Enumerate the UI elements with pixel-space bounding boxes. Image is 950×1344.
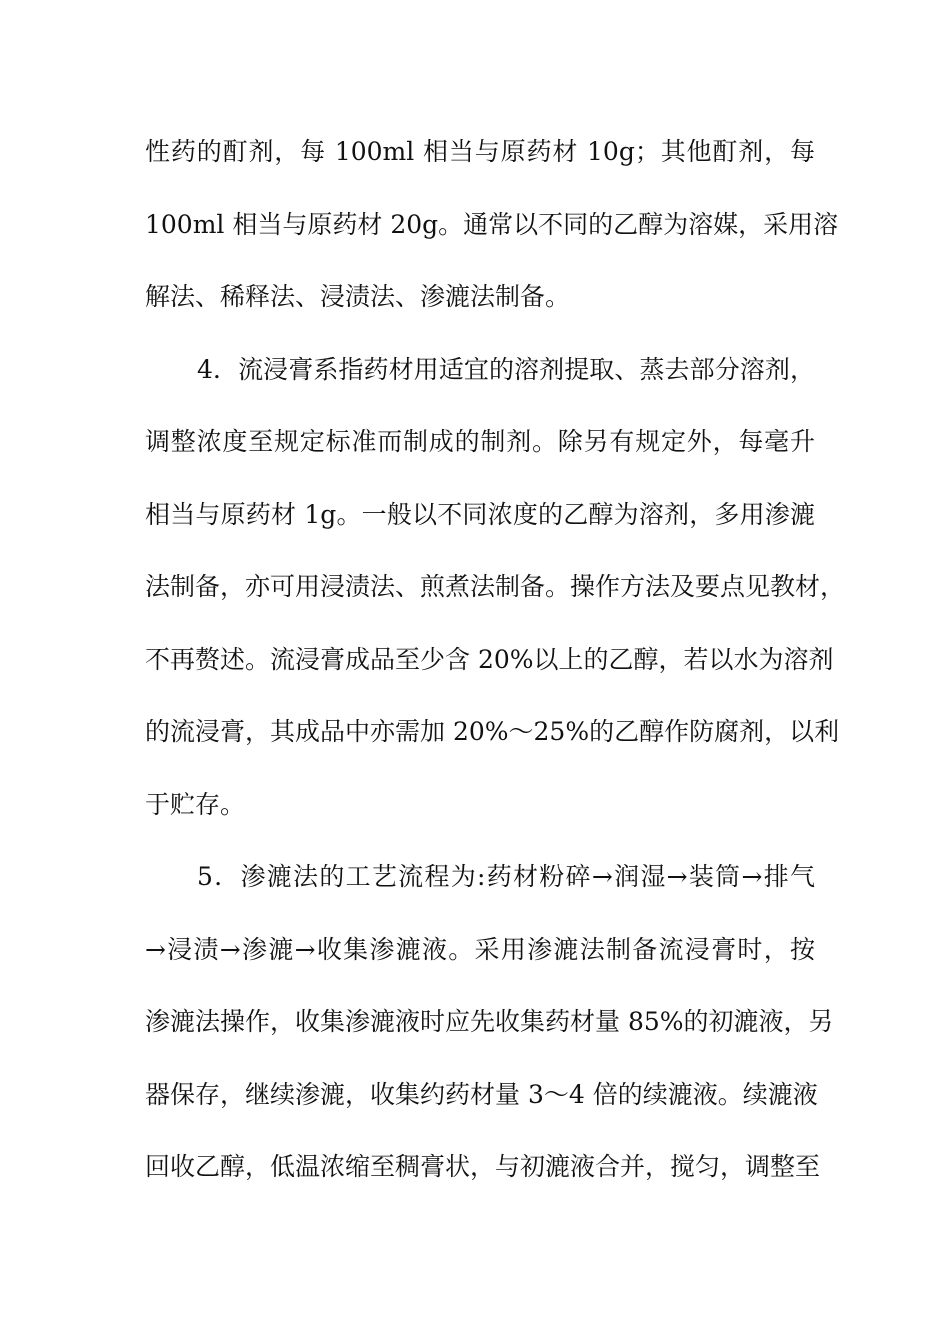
text-line bbox=[145, 1143, 821, 1216]
text-line-content: 解法、稀释法、浸渍法、渗漉法制备。 bbox=[145, 282, 571, 311]
text-line bbox=[145, 491, 815, 564]
text-line bbox=[145, 563, 846, 636]
text-line-content: 不再赘述。流浸膏成品至少含 20%以上的乙醇，若以水为溶剂 bbox=[145, 644, 834, 674]
text-line-content: 4．流浸膏系指药材用适宜的溶剂提取、蒸去部分溶剂， bbox=[197, 354, 815, 384]
text-line bbox=[145, 201, 839, 274]
text-line-content: 调整浓度至规定标准而制成的制剂。除另有规定外，每毫升 bbox=[145, 427, 815, 456]
text-line bbox=[145, 926, 815, 999]
text-line-content: 于贮存。 bbox=[145, 789, 246, 819]
text-line-content: 100ml 相当与原药材 20g。通常以不同的乙醇为溶媒，采用溶 bbox=[145, 209, 839, 239]
text-line bbox=[145, 1071, 818, 1144]
text-line bbox=[145, 708, 840, 781]
text-line-content: 相当与原药材 1g。一般以不同浓度的乙醇为溶剂，多用渗漉 bbox=[145, 499, 815, 529]
text-line-content: →浸渍→渗漉→收集渗漉液。采用渗漉法制备流浸膏时，按 bbox=[145, 934, 815, 964]
text-line-content: 的流浸膏，其成品中亦需加 20%～25%的乙醇作防腐剂，以利 bbox=[145, 717, 840, 746]
text-line bbox=[145, 781, 815, 854]
text-line bbox=[145, 128, 815, 201]
text-line bbox=[145, 273, 815, 346]
text-line bbox=[145, 853, 815, 926]
text-line-content: 5．渗漉法的工艺流程为:药材粉碎→润湿→装筒→排气 bbox=[197, 862, 815, 891]
text-line bbox=[145, 346, 815, 419]
text-line bbox=[145, 998, 834, 1071]
text-line-content: 器保存，继续渗漉，收集约药材量 3～4 倍的续漉液。续漉液 bbox=[145, 1079, 818, 1109]
text-line bbox=[145, 418, 815, 491]
text-line bbox=[145, 636, 834, 709]
text-line-content: 性药的酊剂，每 100ml 相当与原药材 10g；其他酊剂，每 bbox=[145, 137, 815, 166]
text-line-content: 法制备，亦可用浸渍法、煎煮法制备。操作方法及要点见教材， bbox=[145, 572, 846, 601]
text-line-content: 回收乙醇，低温浓缩至稠膏状，与初漉液合并，搅匀，调整至 bbox=[145, 1152, 821, 1181]
text-line-content: 渗漉法操作，收集渗漉液时应先收集药材量 85%的初漉液，另 bbox=[145, 1007, 834, 1036]
document-body-text bbox=[145, 128, 846, 1216]
